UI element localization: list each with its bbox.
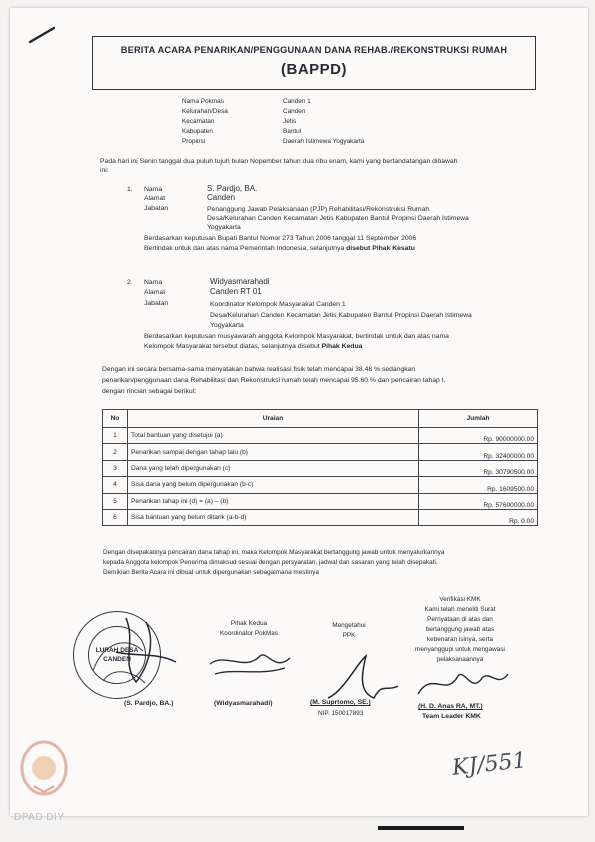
row-number: 4 xyxy=(103,477,128,493)
second-party-role: Koordinator PokMas xyxy=(220,630,278,637)
party-address-label: Alamat xyxy=(144,289,166,296)
party-position: Desa/Kelurahan Canden Kecamatan Jetis Kabupaten Bantul Propinsi Daerah Istimewa xyxy=(207,215,469,222)
party-address-label: Alamat xyxy=(144,195,166,202)
table-row xyxy=(103,460,538,476)
location-label: Nama Pokmas xyxy=(182,98,224,105)
row-number: 1 xyxy=(103,428,128,444)
party-designation: disebut Pihak Kesatu xyxy=(346,245,415,252)
second-party-signature xyxy=(205,646,295,686)
location-label: Propinsi xyxy=(182,138,206,145)
location-value: Daerah Istimewa Yogyakarta xyxy=(283,138,365,145)
party-name: Widyasmarahadi xyxy=(210,277,270,286)
table-row xyxy=(103,444,538,460)
row-amount: Rp. 30790500.00 xyxy=(419,460,538,476)
kmk-signature xyxy=(412,664,512,704)
column-header-amount: Jumlah xyxy=(419,410,538,428)
first-party-name: (S. Pardjo, BA.) xyxy=(124,700,174,707)
party-address: Canden RT 01 xyxy=(210,287,262,296)
document-title: BERITA ACARA PENARIKAN/PENGGUNAAN DANA REHAB./REKONSTRUKSI RUMAH xyxy=(120,45,508,55)
pen-mark xyxy=(28,24,58,46)
scan-edge-bar xyxy=(378,826,464,830)
party-name-label: Nama xyxy=(144,186,163,193)
second-party-title: Pihak Kedua xyxy=(230,620,268,627)
verification-line: kebenaran isinya, serta xyxy=(426,636,494,643)
location-value: Canden 1 xyxy=(283,98,311,105)
party-position: Koordinator Kelompok Masyarakat Canden 1 xyxy=(210,301,346,308)
closing-line: Demikian Berita Acara ini dibuat untuk dipergunakan sebagaimana mestinya xyxy=(103,569,319,576)
row-amount: Rp. 1609500.00 xyxy=(419,477,538,493)
party-basis: Kelompok Masyarakat tersebut diatas, selanjutnya disebut Pihak Kedua xyxy=(144,343,363,350)
watermark-text: DPAD DIY xyxy=(14,812,65,823)
row-number: 3 xyxy=(103,460,128,476)
table-row xyxy=(103,509,538,525)
statement-line: Dengan ini secara bersama-sama menyatakan bahwa realisasi fisik telah mencapai 38.48 % sedangkan xyxy=(102,366,416,373)
statement-line: penarikan/penggunaan dana Rehabilitasi dan Rekonstruksi rumah telah mencapai 95.60 % dan pencairan tahap I, xyxy=(102,377,446,384)
party-name-label: Nama xyxy=(144,279,163,286)
intro-line: Pada hari ini Senin tanggal dua puluh tujuh bulan Nopember tahun dua ribu enam, kami yang bertandatangan dibawah xyxy=(100,158,458,165)
verification-line: bertanggung jawab atas xyxy=(425,626,495,633)
party-number: 1. xyxy=(127,186,133,193)
party-position: Yogyakarta xyxy=(207,224,241,231)
ppk-title: Mengetahui xyxy=(332,622,366,629)
party-position-label: Jabatan xyxy=(144,300,169,307)
verification-line: Verifikasi KMK xyxy=(439,596,481,603)
party-basis: Bertindak untuk dan atas nama Pemerintah Indonesia, selanjutnya disebut Pihak Kesatu xyxy=(144,245,415,252)
ppk-role: PPK xyxy=(342,632,356,639)
closing-line: Dengan disepakatinya pencairan dana tahap ini, maka Kelompok Masyarakat bertanggung jawab untuk menyalurkannya xyxy=(103,549,445,556)
ppk-name: (M. Suprtomo, SE.) xyxy=(310,699,371,706)
stamp-text: LURAH DESA CANDEN xyxy=(95,647,139,663)
location-value: Jetis xyxy=(283,118,297,125)
party-number: 2. xyxy=(127,279,133,286)
intro-line: ini: xyxy=(100,167,109,174)
kmk-role: Team Leader KMK xyxy=(422,713,481,720)
party-basis: Berdasarkan keputusan Bupati Bantul Nomor 273 Tahun 2006 tanggal 11 September 2006 xyxy=(144,235,417,242)
table-row xyxy=(103,477,538,493)
party-address: Canden xyxy=(207,193,236,202)
row-amount: Rp. 0.00 xyxy=(419,509,538,525)
party-position: Penanggung Jawab Pelaksanaan (PJP) Rehabilitasi/Rekonstruksi Rumah xyxy=(207,206,430,213)
row-amount: Rp. 57600000.00 xyxy=(419,493,538,509)
column-header-no: No xyxy=(103,410,128,428)
second-party-name: (Widyasmarahadi) xyxy=(214,700,273,707)
party-position-label: Jabatan xyxy=(144,205,169,212)
row-amount: Rp. 32400000.00 xyxy=(419,444,538,460)
row-description: Sisa bantuan yang belum ditarik (a-b-d) xyxy=(128,509,419,525)
row-number: 6 xyxy=(103,509,128,525)
party-basis: Berdasarkan keputusan musyawarah anggota Kelompok Masyarakat, bertindak untuk dan atas nama xyxy=(144,333,449,340)
row-number: 2 xyxy=(103,444,128,460)
verification-line: pelaksanaannya xyxy=(436,656,484,663)
first-party-signature xyxy=(96,612,186,702)
row-description: Penarikan sampai dengan tahap lalu (b) xyxy=(128,444,419,460)
location-label: Kecamatan xyxy=(182,118,215,125)
table-row xyxy=(103,493,538,509)
row-number: 5 xyxy=(103,493,128,509)
kmk-name: (H. D. Anas RA, MT.) xyxy=(418,703,483,710)
row-description: Total bantuan yang disetujui (a) xyxy=(128,428,419,444)
party-name: S. Pardjo, BA. xyxy=(207,184,258,193)
dpad-logo-icon xyxy=(18,738,70,798)
document-abbreviation: (BAPPD) xyxy=(281,61,347,78)
row-description: Dana yang telah dipergunakan (c) xyxy=(128,460,419,476)
row-amount: Rp. 90000000.00 xyxy=(419,428,538,444)
details-table xyxy=(102,409,538,526)
row-description: Penarikan tahap ini (d) = (a) – (b) xyxy=(128,493,419,509)
table-row xyxy=(103,428,538,444)
location-label: Kabupaten xyxy=(182,128,213,135)
closing-line: kepada Anggota kelompok Penerima dimaksud sesuai dengan persyaratan, jadwal dan sasaran yang telah disepakati. xyxy=(103,559,438,566)
location-label: Kelurahan/Desa xyxy=(182,108,228,115)
verification-line: Kami telah meneliti Surat xyxy=(424,606,496,613)
party-designation: Pihak Kedua xyxy=(321,343,363,350)
table-header-row xyxy=(103,410,538,428)
row-description: Sisa dana yang belum dipergunakan (b-c) xyxy=(128,477,419,493)
ppk-nip: NIP. 150017893 xyxy=(318,710,364,717)
handwritten-note: KJ/551 xyxy=(450,748,528,781)
column-header-description: Uraian xyxy=(128,410,419,428)
party-position: Yogyakarta xyxy=(210,322,244,329)
title-box xyxy=(92,36,536,90)
location-value: Canden xyxy=(283,108,306,115)
location-value: Bantul xyxy=(283,128,302,135)
verification-line: Pernyataan di atas dan xyxy=(427,616,493,623)
verification-line: menyanggupi untuk mengawasi xyxy=(415,646,505,653)
party-position: Desa/Kelurahan Canden Kecamatan Jetis Kabupaten Bantul Propinsi Daerah Istimewa xyxy=(210,312,472,319)
statement-line: dengan rincian sebagai berikut: xyxy=(102,388,197,395)
